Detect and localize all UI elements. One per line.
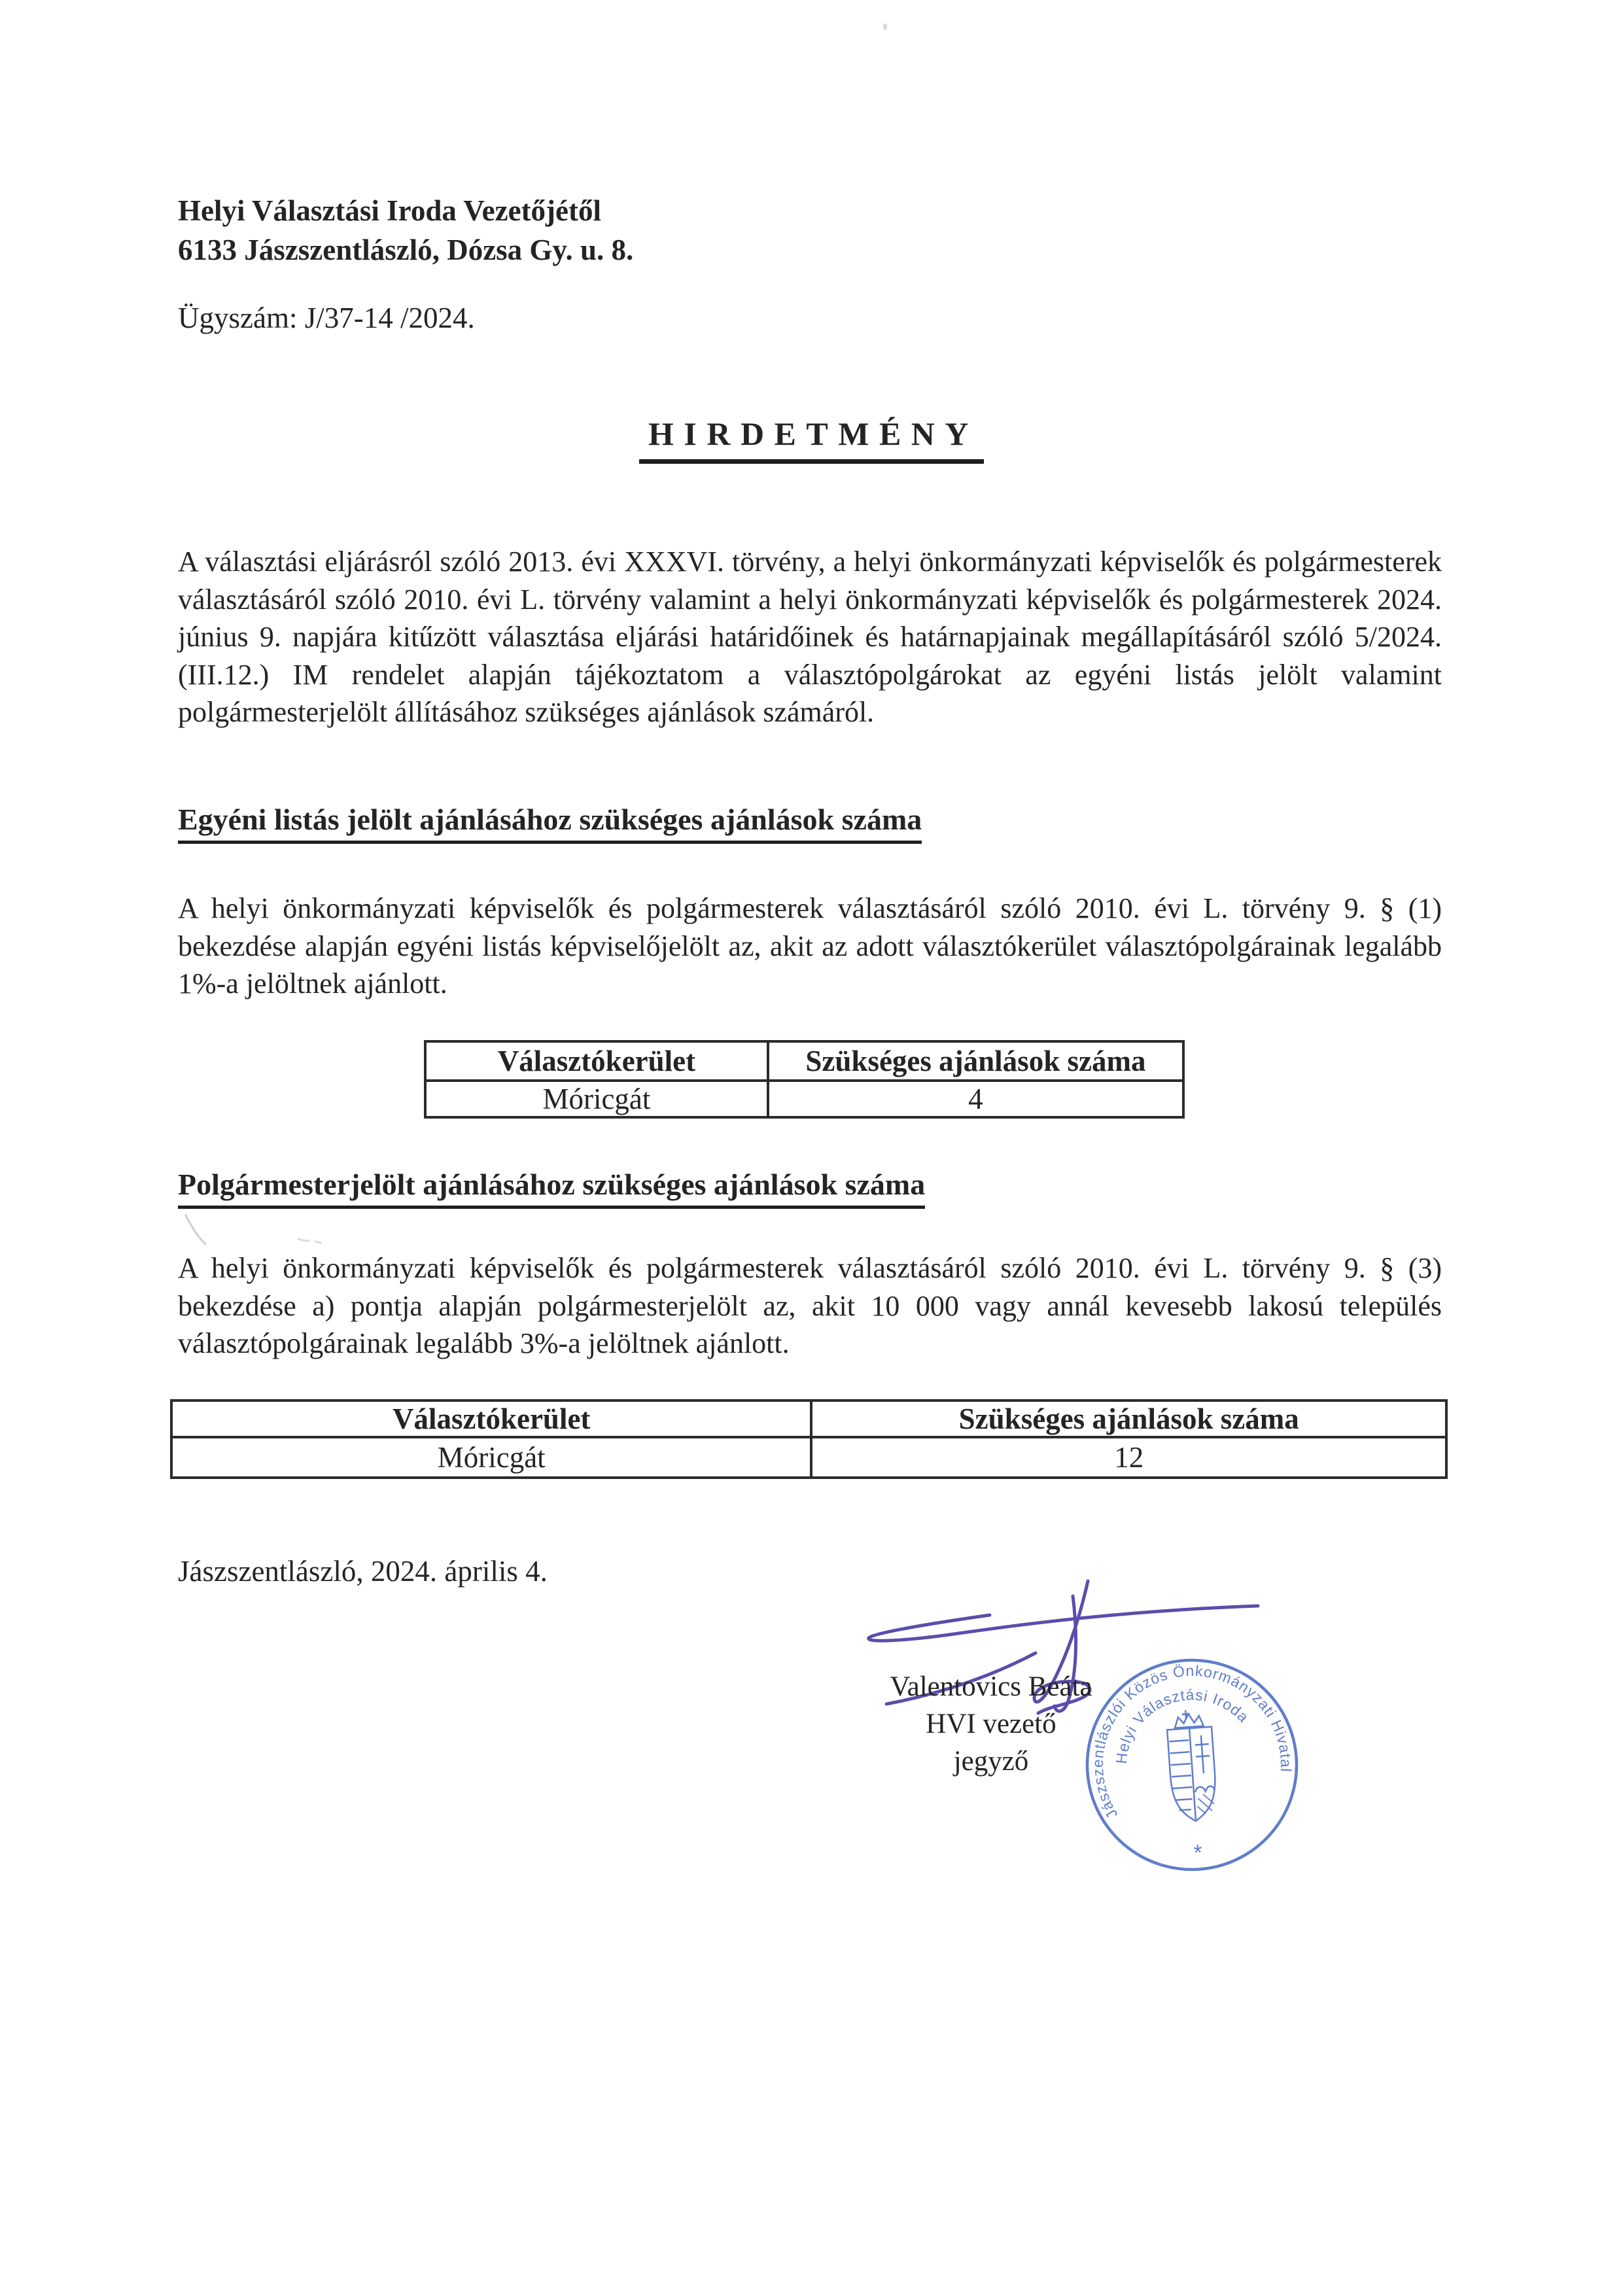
sender-office-line: Helyi Választási Iroda Vezetőjétől (178, 194, 602, 227)
count-cell: 4 (768, 1081, 1183, 1117)
count-cell: 12 (811, 1437, 1446, 1478)
district-column-header: Választókerület (425, 1041, 768, 1081)
signer-role-jegyzo: jegyző (953, 1746, 1029, 1777)
pencil-mark (177, 1209, 360, 1251)
table-header-row (171, 1400, 1446, 1437)
sender-block (178, 191, 633, 270)
table-row (171, 1437, 1446, 1478)
individual-list-table (424, 1040, 1185, 1119)
table-row (425, 1081, 1183, 1117)
signature-name-block (828, 1668, 1155, 1780)
stamp-bottom-asterisk: * (1193, 1840, 1204, 1866)
intro-paragraph: A választási eljárásról szóló 2013. évi XXXVI. törvény, a helyi önkormányzati képviselők és polgármesterek választásáról szóló 2010. évi L. törvény valamint a helyi önkormányzati képviselők és polgármesterek 2024. június 9. napjára kitűzött választása eljárási határidőinek és határnapjainak megállapításáról szóló 5/2024. (III.12.) IM rendelet alapján tájékoztatom a választópolgárokat az egyéni listás jelölt valamint polgármesterjelölt állításához szükséges ajánlások számáról. (178, 546, 1442, 728)
count-column-header: Szükséges ajánlások száma (811, 1400, 1446, 1437)
district-column-header: Választókerület (171, 1400, 811, 1437)
sender-address-line: 6133 Jászszentlászló, Dózsa Gy. u. 8. (178, 234, 634, 266)
stamp-inner-text: Helyi Választási Iroda (1112, 1686, 1253, 1765)
signer-role-hvi: HVI vezető (926, 1709, 1056, 1739)
scan-speck (883, 24, 887, 30)
page-title: HIRDETMÉNY (639, 415, 984, 464)
case-number: Ügyszám: J/37-14 /2024. (178, 302, 475, 334)
individual-list-paragraph: A helyi önkormányzati képviselők és polgármesterek választásáról szóló 2010. évi L. törvény 9. § (1) bekezdése alapján egyéni listás képviselőjelölt az, akit az adott választókerület választópolgárainak legalább 1%-a jelöltnek ajánlott. (178, 892, 1442, 1000)
signature-stroke (869, 1606, 1258, 1641)
coat-of-arms (1166, 1709, 1218, 1822)
mayor-paragraph: A helyi önkormányzati képviselők és polgármesterek választásáról szóló 2010. évi L. törvény 9. § (3) bekezdése a) pontja alapján polgármesterjelölt az, akit 10 000 vagy annál kevesebb lakosú település választópolgárainak legalább 3%-a jelöltnek ajánlott. (178, 1252, 1442, 1359)
section-heading-mayor: Polgármesterjelölt ajánlásához szükséges ajánlások száma (178, 1167, 925, 1209)
district-cell: Móricgát (171, 1437, 811, 1478)
district-cell: Móricgát (425, 1081, 768, 1117)
signer-name: Valentovics Beáta (890, 1671, 1092, 1702)
date-line: Jászszentlászló, 2024. április 4. (178, 1555, 548, 1588)
stamp-ring-text: Jászszentlászlói Közös Önkormányzati Hivatal (1089, 1661, 1295, 1822)
table-header-row (425, 1041, 1183, 1081)
mayor-table (170, 1399, 1448, 1479)
title-row (0, 415, 1623, 464)
section-heading-individual-list: Egyéni listás jelölt ajánlásához szükséges ajánlások száma (178, 802, 922, 844)
count-column-header: Szükséges ajánlások száma (768, 1041, 1183, 1081)
